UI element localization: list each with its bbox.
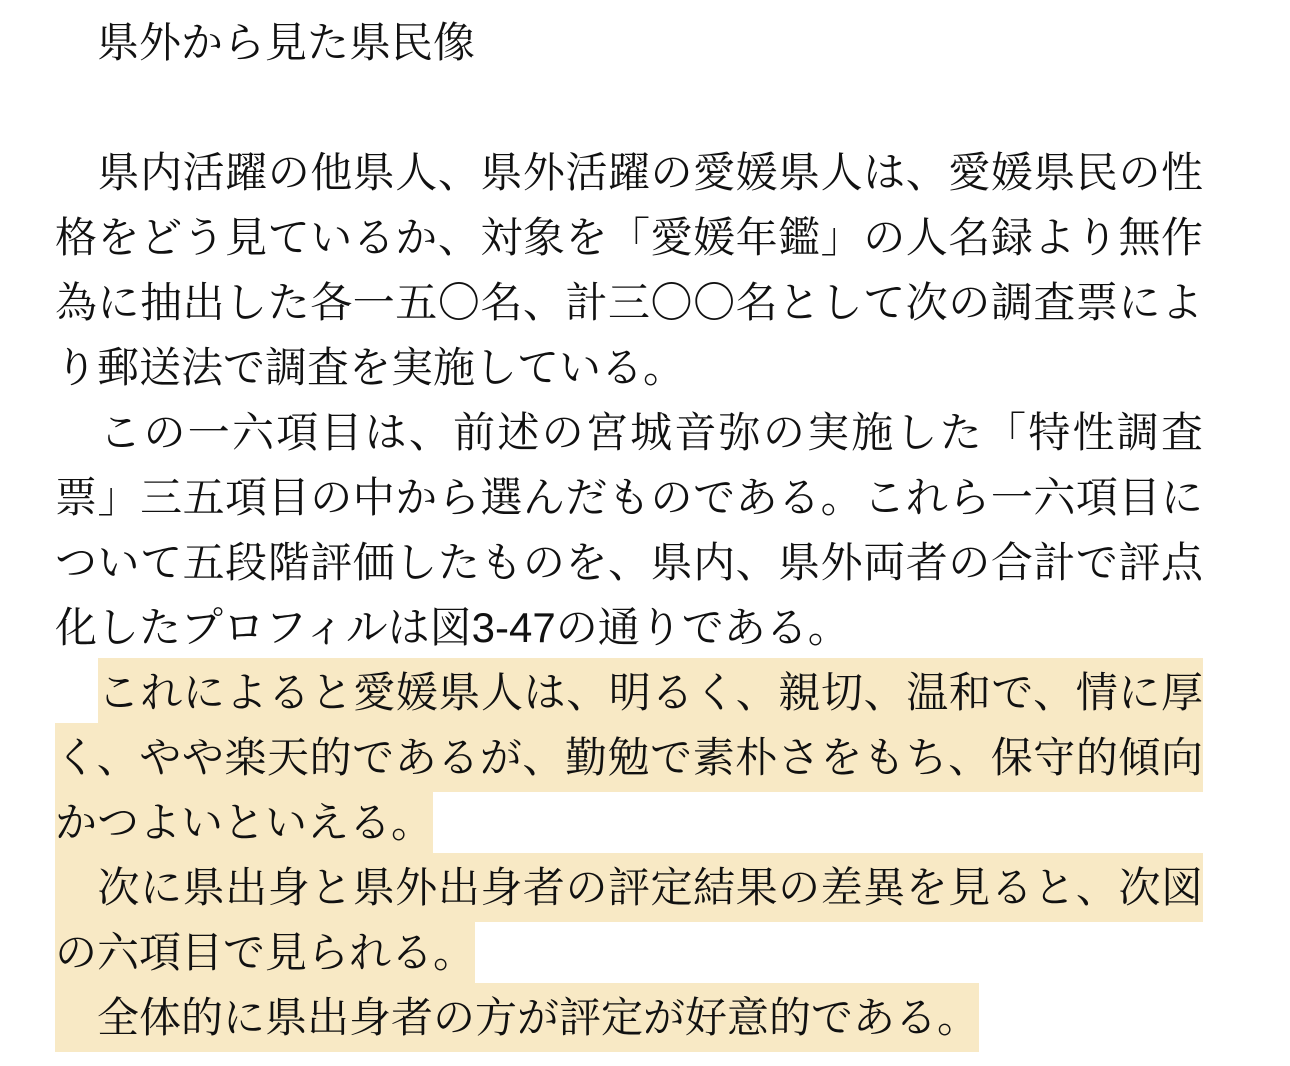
text-segment: 県内活躍の他県人、県外活躍の愛媛県人は、愛媛県民の性格をどう見ているか、対象を「愛媛年鑑」の人名録より無作為に抽出した各一五〇名、計三〇〇名として次の調査票により郵送法で調査を実施している。 (55, 149, 1203, 391)
highlighted-text-segment: これによると愛媛県人は、明るく、親切、温和で、情に厚く、やや楽天的であるが、勤勉で素朴さをもち、保守的傾向かつよいといえる。 (55, 658, 1203, 857)
section-heading: 県外から見た県民像 (97, 19, 476, 66)
text-segment (55, 669, 98, 716)
paragraph-container (55, 140, 1203, 1050)
paragraph (55, 985, 1203, 1050)
highlighted-text-segment: 全体的に県出身者の方が評定が好意的である。 (55, 983, 979, 1052)
paragraph (55, 855, 1203, 985)
text-segment: この一六項目は、前述の宮城音弥の実施した「特性調査票」三五項目の中から選んだものである。これら一六項目について五段階評価したものを、県内、県外両者の合計で評点化したプロフィルは図3-47の通りである。 (55, 409, 1203, 651)
paragraph (55, 400, 1203, 660)
highlighted-text-segment: 次に県出身と県外出身者の評定結果の差異を見ると、次図の六項目で見られる。 (55, 853, 1203, 987)
paragraph (55, 140, 1203, 400)
paragraph (55, 660, 1203, 855)
